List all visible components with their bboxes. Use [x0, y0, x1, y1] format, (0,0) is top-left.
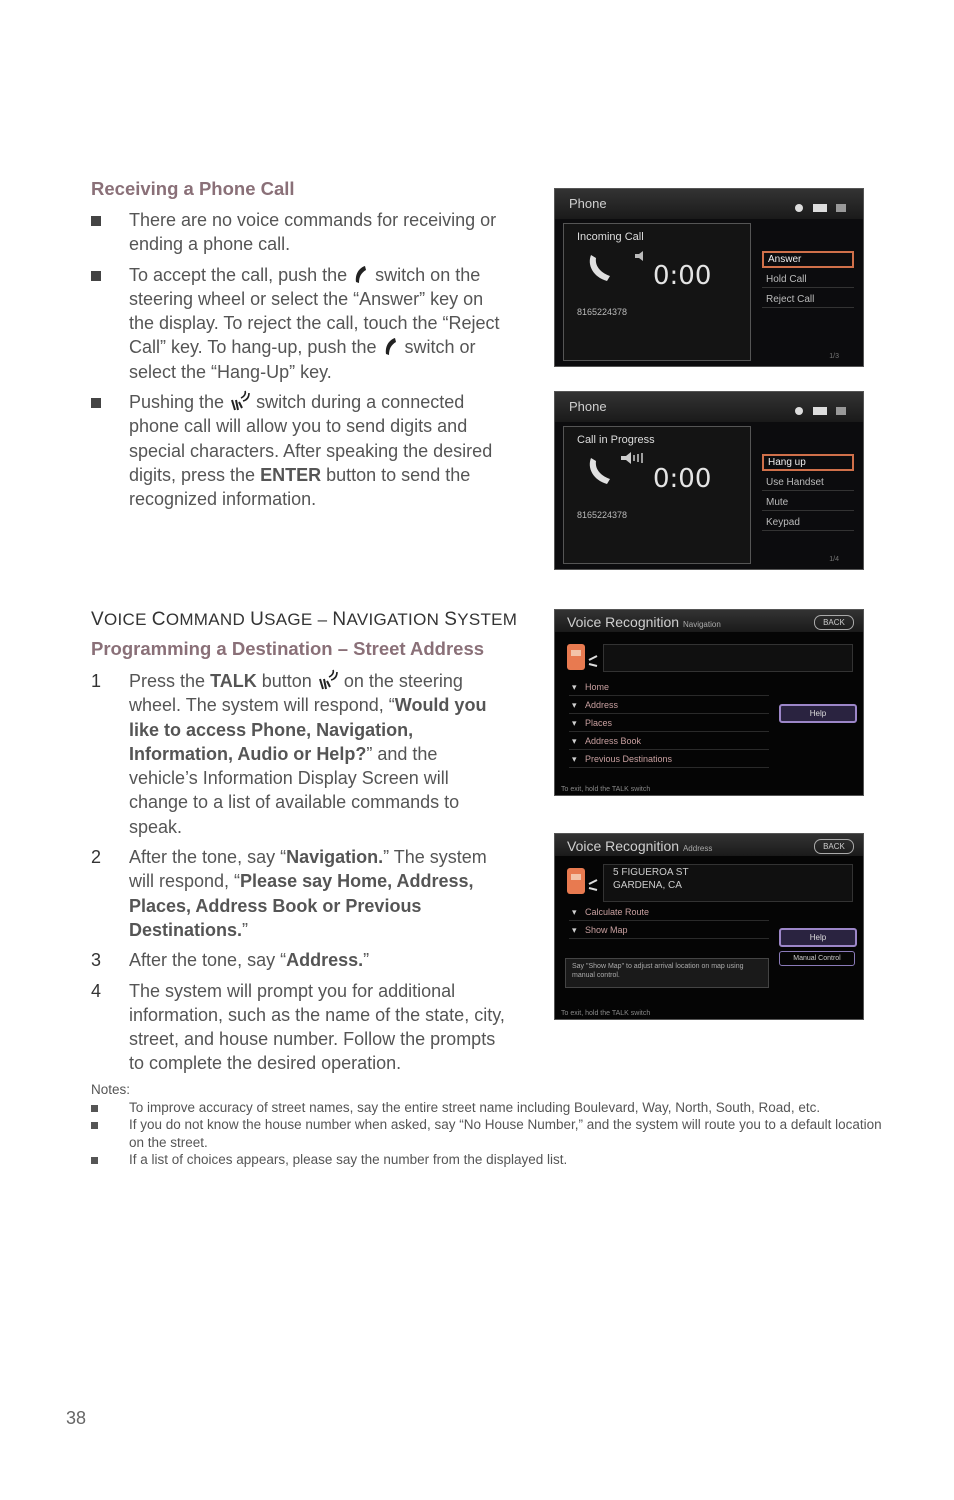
- step-item: 3 After the tone, say “Address.”: [91, 950, 370, 971]
- bullet-square-icon: [91, 1105, 98, 1112]
- page-indicator: 1/3: [829, 353, 839, 360]
- page-number: 38: [66, 1408, 87, 1428]
- status-icons: [795, 199, 855, 209]
- manual-control-button[interactable]: Manual Control: [779, 951, 855, 966]
- phone-handset-icon: [585, 253, 613, 283]
- talk-voice-icon: [317, 669, 339, 691]
- reject-call-button[interactable]: Reject Call: [762, 291, 854, 308]
- step-item: 1 Press the TALK button on the steering wheel. The system will respond, “Would you like to access Phone, Navigation, Information, Audio or Help?” and the vehicle’s Information Display Screen will change to a list of available commands to speak.: [91, 671, 487, 837]
- receiving-bullets: [91, 208, 511, 518]
- voice-option-home[interactable]: ▾ Home: [569, 679, 769, 696]
- voice-recognition-address-screenshot: [554, 833, 864, 1020]
- note-item: If you do not know the house number when asked, say “No House Number,” and the system will route you to a default location on the street.: [91, 1116, 891, 1151]
- screen-title: Phone: [569, 399, 607, 414]
- caller-number: 8165224378: [577, 307, 628, 317]
- recognized-text-box: [603, 644, 853, 672]
- voice-option-address-book[interactable]: ▾ Address Book: [569, 733, 769, 750]
- call-status: Incoming Call: [577, 231, 644, 243]
- call-panel: [563, 223, 751, 361]
- address-line-2: GARDENA, CA: [613, 880, 682, 891]
- call-timer: 0:00: [653, 261, 712, 291]
- screen-footer: To exit, hold the TALK switch: [561, 786, 651, 793]
- call-panel: [563, 426, 751, 564]
- address-line-1: 5 FIGUEROA ST: [613, 867, 689, 878]
- hang-up-button[interactable]: Hang up: [762, 454, 854, 471]
- bullet-item: Pushing the switch during a connected phone call will allow you to send digits and special characters. After speaking the desired digits, press the ENTER button to send the recognized information.: [91, 390, 511, 511]
- note-item: To improve accuracy of street names, say the entire street name including Boulevard, Way, North, South, Road, etc.: [91, 1099, 891, 1117]
- voice-option-previous-destinations[interactable]: ▾ Previous Destinations: [569, 751, 769, 768]
- speaker-icon: [621, 452, 649, 464]
- subheading-programming-destination: Programming a Destination – Street Address: [91, 638, 485, 659]
- voice-speaker-icon: [567, 866, 601, 898]
- bullet-square-icon: [91, 271, 101, 281]
- screen-title: Voice Recognition Address: [567, 838, 713, 854]
- screen-title: Voice Recognition Navigation: [567, 614, 721, 630]
- bullet-item: There are no voice commands for receiving or ending a phone call.: [91, 208, 511, 257]
- help-button[interactable]: Help: [779, 928, 857, 947]
- voice-option-address[interactable]: ▾ Address: [569, 697, 769, 714]
- voice-recognition-navigation-screenshot: [554, 609, 864, 796]
- voice-option-show-map[interactable]: ▾ Show Map: [569, 922, 769, 939]
- section-title-voice-command: VOICE COMMAND USAGE – NAVIGATION SYSTEM: [91, 609, 518, 630]
- notes-section: [91, 1081, 891, 1169]
- speaker-icon: [635, 251, 649, 261]
- call-timer: 0:00: [653, 464, 712, 494]
- keypad-button[interactable]: Keypad: [762, 514, 854, 531]
- help-button[interactable]: Help: [779, 704, 857, 723]
- section-heading-receiving: Receiving a Phone Call: [91, 178, 295, 199]
- voice-option-places[interactable]: ▾ Places: [569, 715, 769, 732]
- bullet-square-icon: [91, 216, 101, 226]
- bullet-square-icon: [91, 1122, 98, 1129]
- back-button[interactable]: BACK: [814, 839, 854, 854]
- answer-button[interactable]: Answer: [762, 251, 854, 268]
- tip-box: Say "Show Map" to adjust arrival location on map using manual control.: [565, 958, 769, 988]
- voice-option-calculate-route[interactable]: ▾ Calculate Route: [569, 904, 769, 921]
- caller-number: 8165224378: [577, 510, 628, 520]
- status-icons: [795, 402, 855, 412]
- phone-handset-icon: [585, 456, 613, 486]
- call-status: Call in Progress: [577, 434, 655, 446]
- use-handset-button[interactable]: Use Handset: [762, 474, 854, 491]
- notes-label: Notes:: [91, 1082, 131, 1097]
- note-item: If a list of choices appears, please say the number from the displayed list.: [91, 1151, 891, 1169]
- bullet-square-icon: [91, 1157, 98, 1164]
- phone-handset-icon: [352, 265, 370, 285]
- phone-handset-icon: [382, 337, 400, 357]
- steps-list: [91, 669, 511, 1082]
- back-button[interactable]: BACK: [814, 615, 854, 630]
- bullet-item: To accept the call, push the switch on the steering wheel or select the “Answer” key on the display. To reject the call, touch the “Reject Call” key. To hang-up, push the switch or select the “Hang-Up” key.: [91, 263, 511, 384]
- page-indicator: 1/4: [829, 556, 839, 563]
- phone-incoming-screenshot: [554, 188, 864, 367]
- phone-in-progress-screenshot: [554, 391, 864, 570]
- screen-footer: To exit, hold the TALK switch: [561, 1010, 651, 1017]
- mute-button[interactable]: Mute: [762, 494, 854, 511]
- talk-voice-icon: [229, 390, 251, 412]
- step-item: 4 The system will prompt you for additional information, such as the name of the state, city, street, and house number. Follow the prompts to complete the desired operation.: [91, 980, 505, 1074]
- voice-speaker-icon: [567, 642, 601, 674]
- screen-title: Phone: [569, 196, 607, 211]
- bullet-square-icon: [91, 398, 101, 408]
- step-item: 2 After the tone, say “Navigation.” The system will respond, “Please say Home, Address, Places, Address Book or Previous Destinations.”: [91, 847, 487, 940]
- hold-call-button[interactable]: Hold Call: [762, 271, 854, 288]
